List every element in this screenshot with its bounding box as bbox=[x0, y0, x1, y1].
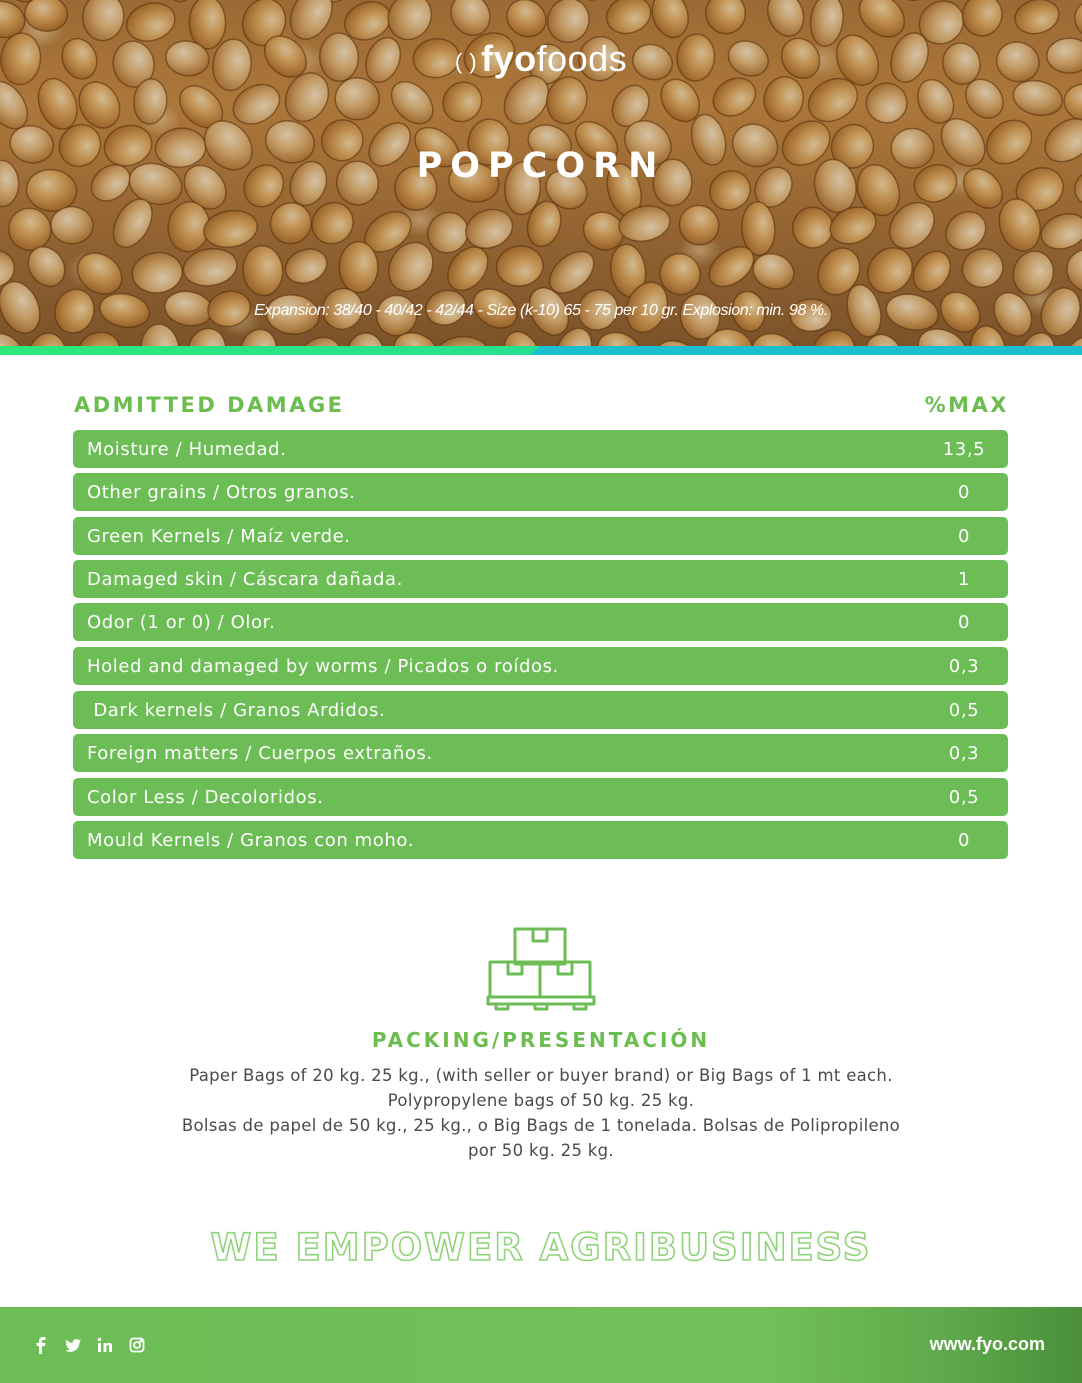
packing-line: Paper Bags of 20 kg. 25 kg., (with seller or buyer brand) or Big Bags of 1 mt each. bbox=[189, 1066, 893, 1085]
table-row bbox=[73, 473, 1008, 511]
social-links bbox=[32, 1333, 146, 1357]
table-title: ADMITTED DAMAGE bbox=[74, 393, 345, 417]
row-label: Other grains / Otros granos. bbox=[87, 482, 356, 503]
row-value: 0 bbox=[957, 526, 971, 547]
row-value: 0,3 bbox=[948, 743, 980, 764]
pallet-boxes-icon bbox=[486, 927, 596, 1011]
table-row bbox=[73, 517, 1008, 555]
row-value: 0,3 bbox=[948, 656, 980, 677]
website-link[interactable]: www.fyo.com bbox=[929, 1334, 1045, 1354]
packing-title: PACKING/PRESENTACIÓN bbox=[371, 1028, 711, 1052]
packing-description bbox=[150, 1063, 932, 1163]
row-label: Moisture / Humedad. bbox=[87, 439, 287, 460]
row-value: 0 bbox=[957, 830, 971, 851]
table-row bbox=[73, 430, 1008, 468]
row-label: Color Less / Decoloridos. bbox=[87, 787, 324, 808]
table-row bbox=[73, 647, 1008, 685]
row-label: Dark kernels / Granos Ardidos. bbox=[87, 700, 386, 721]
page-title: POPCORN bbox=[416, 146, 666, 186]
row-value: 13,5 bbox=[942, 439, 986, 460]
table-row bbox=[73, 603, 1008, 641]
row-value: 0 bbox=[957, 612, 971, 633]
row-value: 1 bbox=[957, 569, 971, 590]
row-value: 0,5 bbox=[948, 787, 980, 808]
facebook-icon[interactable] bbox=[32, 1335, 50, 1355]
twitter-icon[interactable] bbox=[64, 1335, 82, 1355]
hero-banner bbox=[0, 0, 1082, 346]
packing-line: por 50 kg. 25 kg. bbox=[468, 1141, 614, 1160]
footer bbox=[0, 1307, 1082, 1383]
accent-stripe-green bbox=[0, 346, 540, 355]
row-label: Foreign matters / Cuerpos extraños. bbox=[87, 743, 433, 764]
table-row bbox=[73, 691, 1008, 729]
row-label: Mould Kernels / Granos con moho. bbox=[87, 830, 415, 851]
table-row bbox=[73, 821, 1008, 859]
row-label: Damaged skin / Cáscara dañada. bbox=[87, 569, 403, 590]
instagram-icon[interactable] bbox=[128, 1335, 146, 1355]
packing-line: Bolsas de papel de 50 kg., 25 kg., o Big Bags de 1 tonelada. Bolsas de Polipropileno bbox=[181, 1116, 901, 1135]
damage-table-header bbox=[74, 393, 1009, 419]
packing-line: Polypropylene bags of 50 kg. 25 kg. bbox=[387, 1091, 695, 1110]
max-column-label: %MAX bbox=[924, 393, 1009, 417]
row-label: Holed and damaged by worms / Picados o roídos. bbox=[87, 656, 559, 677]
row-value: 0 bbox=[957, 482, 971, 503]
table-row bbox=[73, 560, 1008, 598]
table-row bbox=[73, 734, 1008, 772]
row-value: 0,5 bbox=[948, 700, 980, 721]
accent-stripe-teal bbox=[530, 346, 1082, 355]
slogan: WE EMPOWER AGRIBUSINESS bbox=[210, 1226, 872, 1269]
linkedin-icon[interactable] bbox=[96, 1335, 114, 1355]
row-label: Green Kernels / Maíz verde. bbox=[87, 526, 351, 547]
product-spec: Expansion: 38/40 - 40/42 - 42/44 - Size (k-10) 65 - 75 per 10 gr. Explosion: min. 98 %. bbox=[254, 302, 828, 319]
fyofoods-logo: ( ) fyofoods bbox=[454, 38, 628, 79]
table-row bbox=[73, 778, 1008, 816]
logo-mark-icon: ( ) bbox=[454, 49, 478, 74]
row-label: Odor (1 or 0) / Olor. bbox=[87, 612, 276, 633]
